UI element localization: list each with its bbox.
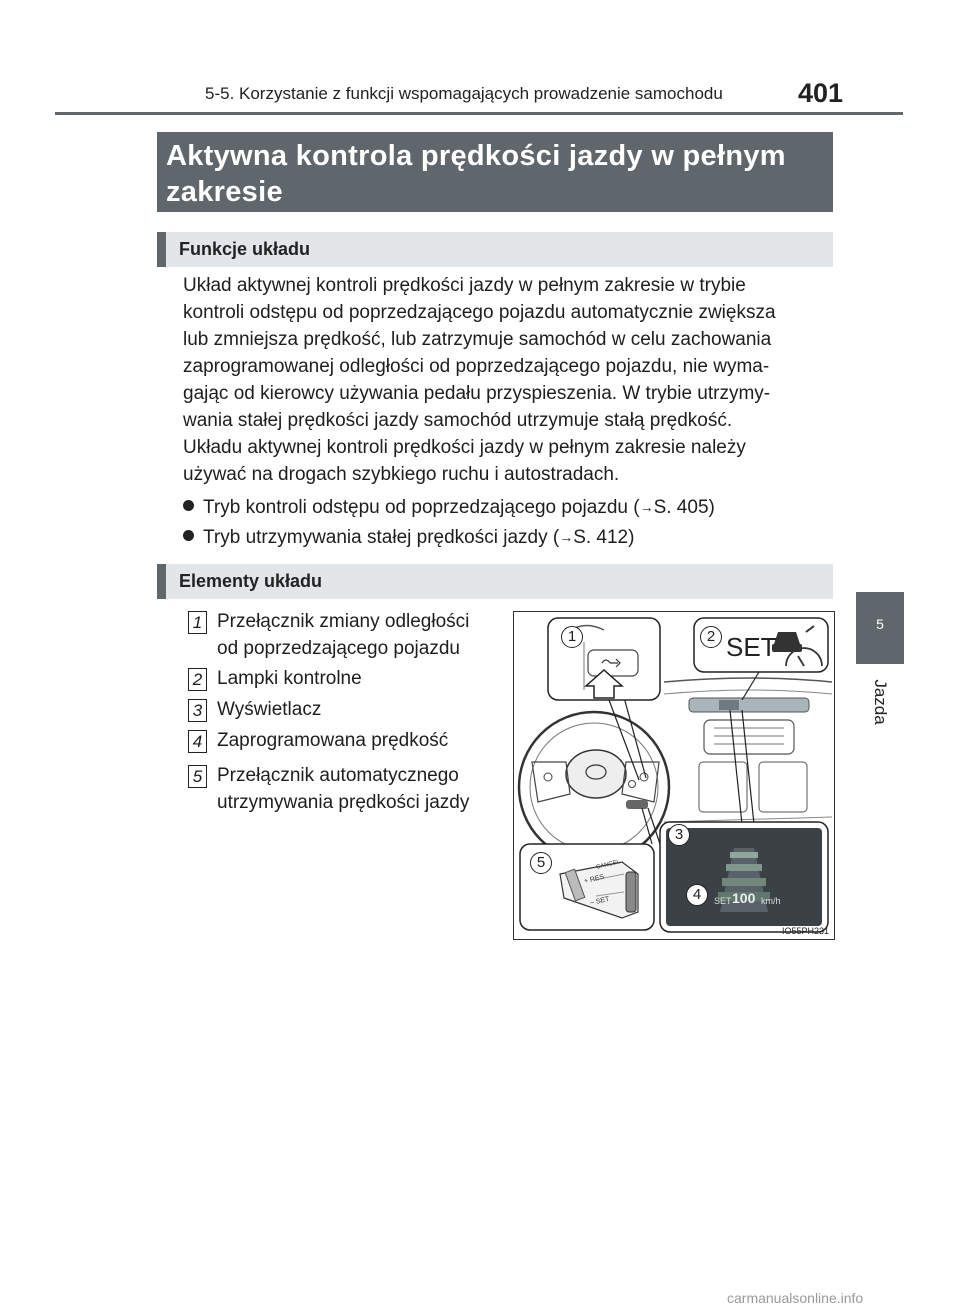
set-indicator-label: SET bbox=[726, 632, 777, 662]
component-number: 3 bbox=[188, 699, 207, 722]
watermark: carmanualsonline.info bbox=[727, 1290, 864, 1306]
page-reference-link[interactable]: S. 405) bbox=[653, 497, 715, 518]
component-label bbox=[217, 762, 469, 816]
functions-paragraph-1 bbox=[183, 272, 833, 434]
section-heading-functions: Funkcje układu bbox=[157, 232, 833, 267]
bullet-item bbox=[183, 524, 634, 551]
callout-marker-5: 5 bbox=[530, 852, 552, 874]
text-line: wania stałej prędkości jazdy samochód utrzymuje stałą prędkość. bbox=[183, 410, 733, 431]
functions-paragraph-2 bbox=[183, 434, 833, 488]
bullet-text: Tryb utrzymywania stałej prędkości jazdy ( bbox=[203, 527, 560, 548]
figure-code: IO55PH231 bbox=[781, 926, 829, 936]
text-line: Układ aktywnej kontroli prędkości jazdy w pełnym zakresie w trybie bbox=[183, 275, 746, 296]
display-set-label: SET bbox=[714, 896, 732, 906]
text-line: utrzymywania prędkości jazdy bbox=[217, 792, 470, 813]
text-line: zaprogramowanej odległości od poprzedzającego pojazdu, nie wyma- bbox=[183, 356, 770, 377]
callout-marker-3: 3 bbox=[668, 824, 690, 846]
component-number: 4 bbox=[188, 730, 207, 753]
callout-marker-1: 1 bbox=[561, 626, 583, 648]
display-speed-unit: km/h bbox=[761, 896, 781, 906]
display-set-speed: 100 bbox=[732, 890, 756, 906]
text-line: Lampki kontrolne bbox=[217, 668, 362, 689]
text-line: Przełącznik zmiany odległości bbox=[217, 611, 470, 632]
text-line: używać na drogach szybkiego ruchu i autostradach. bbox=[183, 464, 620, 485]
callout-marker-4: 4 bbox=[686, 884, 708, 906]
text-line: lub zmniejsza prędkość, lub zatrzymuje samochód w celu zachowania bbox=[183, 329, 772, 350]
text-line: Wyświetlacz bbox=[217, 699, 322, 720]
arrow-right-icon: → bbox=[639, 499, 654, 515]
arrow-right-icon: → bbox=[559, 529, 574, 545]
bullet-item bbox=[183, 494, 715, 521]
lever-label-set: − SET bbox=[589, 895, 611, 908]
lever-label-res: + RES bbox=[583, 873, 605, 886]
page-reference-link[interactable]: S. 412) bbox=[573, 527, 635, 548]
component-label bbox=[217, 696, 321, 723]
component-label bbox=[217, 727, 448, 754]
running-head: 5-5. Korzystanie z funkcji wspomagających prowadzenie samochodu bbox=[205, 84, 723, 103]
chapter-label-text: Jazda bbox=[871, 679, 890, 725]
section-heading-components: Elementy układu bbox=[157, 564, 833, 599]
bullet-text: Tryb kontroli odstępu od poprzedzającego pojazdu ( bbox=[203, 497, 640, 518]
component-number: 2 bbox=[188, 668, 207, 691]
text-line: Układu aktywnej kontroli prędkości jazdy w pełnym zakresie należy bbox=[183, 437, 746, 458]
page-number: 401 bbox=[798, 78, 844, 108]
chapter-tab[interactable] bbox=[856, 592, 904, 664]
chapter-number: 5 bbox=[876, 616, 884, 632]
page-title-line-1: Aktywna kontrola prędkości jazdy w pełnym bbox=[166, 140, 786, 172]
cruise-control-illustration bbox=[513, 611, 835, 940]
component-label bbox=[217, 665, 362, 692]
page-title-line-2: zakresie bbox=[166, 176, 283, 208]
header-rule bbox=[55, 112, 903, 115]
component-number: 1 bbox=[188, 611, 207, 634]
illustration-drawing bbox=[514, 612, 834, 939]
callout-marker-2: 2 bbox=[700, 626, 722, 648]
text-line: Przełącznik automatycznego bbox=[217, 765, 459, 786]
text-line: od poprzedzającego pojazdu bbox=[217, 638, 460, 659]
text-line: gając od kierowcy używania pedału przyspieszenia. W trybie utrzymy- bbox=[183, 383, 771, 404]
bullet-dot-icon bbox=[183, 500, 194, 511]
text-line: kontroli odstępu od poprzedzającego pojazdu automatycznie zwiększa bbox=[183, 302, 776, 323]
component-number: 5 bbox=[188, 765, 207, 788]
bullet-dot-icon bbox=[183, 530, 194, 541]
component-label bbox=[217, 608, 469, 662]
lever-label-cancel: CANCEL bbox=[595, 859, 621, 871]
chapter-label bbox=[858, 672, 902, 732]
page-title bbox=[157, 132, 833, 212]
text-line: Zaprogramowana prędkość bbox=[217, 730, 449, 751]
